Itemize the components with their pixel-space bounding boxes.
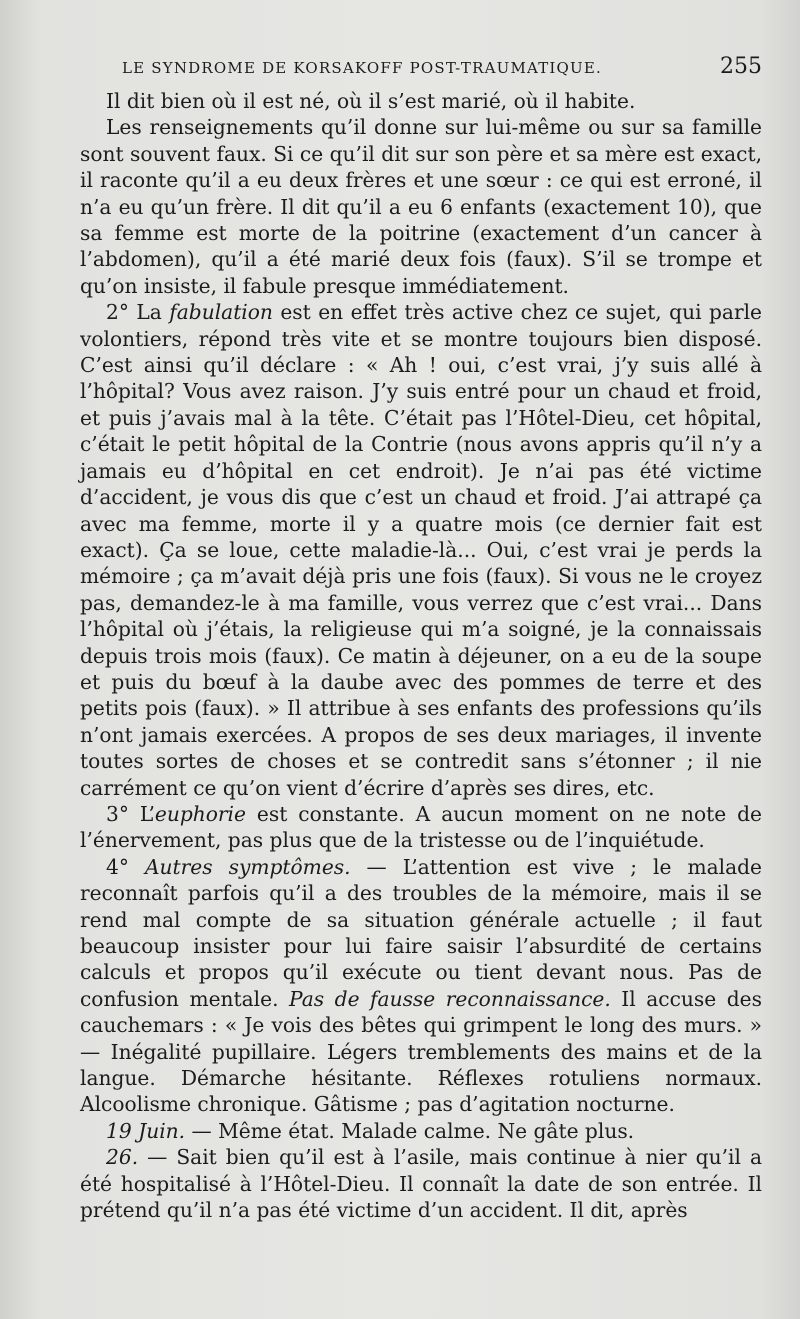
- text-run: est constante. A aucun moment on ne note de l’énervement, pas plus que de la tristesse ou de l’inquiétude.: [80, 801, 762, 853]
- italic-text: Pas de fausse reconnaissance.: [289, 986, 611, 1011]
- text-run: 4°: [106, 854, 145, 879]
- page-number: 255: [720, 54, 762, 79]
- text-run: Il dit bien où il est né, où il s’est marié, où il habite.: [106, 89, 636, 113]
- paragraph: [80, 1118, 762, 1144]
- text-run: — L’attention est vive ; le malade reconnaît parfois qu’il a des troubles de la mémoire, mais il se rend mal compte de sa situation générale actuelle ; il faut beaucoup insister pour lui faire saisir l’absurdité de certains calculs et propos qu’il exécute ou tient devant nous. Pas de confusion mentale.: [80, 854, 762, 1011]
- text-run: 3° L’: [106, 801, 155, 826]
- paragraph: [80, 88, 762, 114]
- text-run: — Sait bien qu’il est à l’asile, mais continue à nier qu’il a été hospitalisé à l’Hôtel-Dieu. Il connaît la date de son entrée. Il prétend qu’il n’a pas été victime d’un accident. Il dit, après: [80, 1145, 762, 1223]
- paragraph: [80, 114, 762, 299]
- text-run: — Même état. Malade calme. Ne gâte plus.: [185, 1118, 635, 1143]
- running-head: [80, 54, 762, 88]
- paragraph: [80, 801, 762, 854]
- italic-text: fabulation: [169, 300, 273, 325]
- running-title: LE SYNDROME DE KORSAKOFF POST-TRAUMATIQUE.: [122, 59, 603, 77]
- text-run: 2° La: [106, 300, 170, 325]
- italic-text: 26.: [106, 1145, 139, 1170]
- text-run: Les renseignements qu’il donne sur lui-même ou sur sa famille sont souvent faux. Si ce qu’il dit sur son père et sa mère est exact, il raconte qu’il a eu deux frères et une sœur : ce qui est erroné, il n’a eu qu’un frère. Il dit qu’il a eu 6 enfants (exactement 10), que sa femme est morte de la poitrine (exactement d’un cancer à l’abdomen), qu’il a été marié deux fois (faux). S’il se trompe et qu’on insiste, il fabule presque immédiatement.: [80, 115, 762, 298]
- body-text: [80, 88, 762, 1223]
- paragraph: [80, 299, 762, 801]
- italic-text: euphorie: [154, 801, 246, 826]
- italic-text: 19 Juin.: [106, 1118, 186, 1143]
- text-run: est en effet très active chez ce sujet, qui parle volontiers, répond très vite et se montre toujours bien disposé. C’est ainsi qu’il déclare : « Ah ! oui, c’est vrai, j’y suis allé à l’hôpital? Vous avez raison. J’y suis entré pour un chaud et froid, et puis j’avais mal à la tête. C’était pas l’Hôtel-Dieu, cet hôpital, c’était le petit hôpital de la Contrie (nous avons appris qu’il n’y a jamais eu d’hôpital en cet endroit). Je n’ai pas été victime d’accident, je vous dis que c’est un chaud et froid. J’ai attrapé ça avec ma femme, morte il y a quatre mois (ce dernier fait est exact). Ça se loue, cette maladie-là... Oui, c’est vrai je perds la mémoire ; ça m’avait déjà pris une fois (faux). Si vous ne le croyez pas, demandez-le à ma famille, vous verrez que c’est vrai... Dans l’hôpital où j’étais, la religieuse qui m’a soigné, je la connaissais depuis trois mois (faux). Ce matin à déjeuner, on a eu de la soupe et puis du bœuf à la daube avec des pommes de terre et des petits pois (faux). » Il attribue à ses enfants des professions qu’ils n’ont jamais exercées. A propos de ses deux mariages, il invente toutes sortes de choses et se contredit sans s’étonner ; il nie carrément ce qu’on vient d’écrire d’après ses dires, etc.: [80, 300, 762, 800]
- paragraph: [80, 1144, 762, 1223]
- paragraph: [80, 854, 762, 1118]
- text-run: Il accuse des cauchemars : « Je vois des bêtes qui grimpent le long des murs. » — Inégalité pupillaire. Légers tremblements des mains et de la langue. Démarche hésitante. Réflexes rotuliens normaux. Alcoolisme chronique. Gâtisme ; pas d’agitation nocturne.: [80, 986, 762, 1117]
- italic-text: Autres symptômes.: [144, 854, 351, 879]
